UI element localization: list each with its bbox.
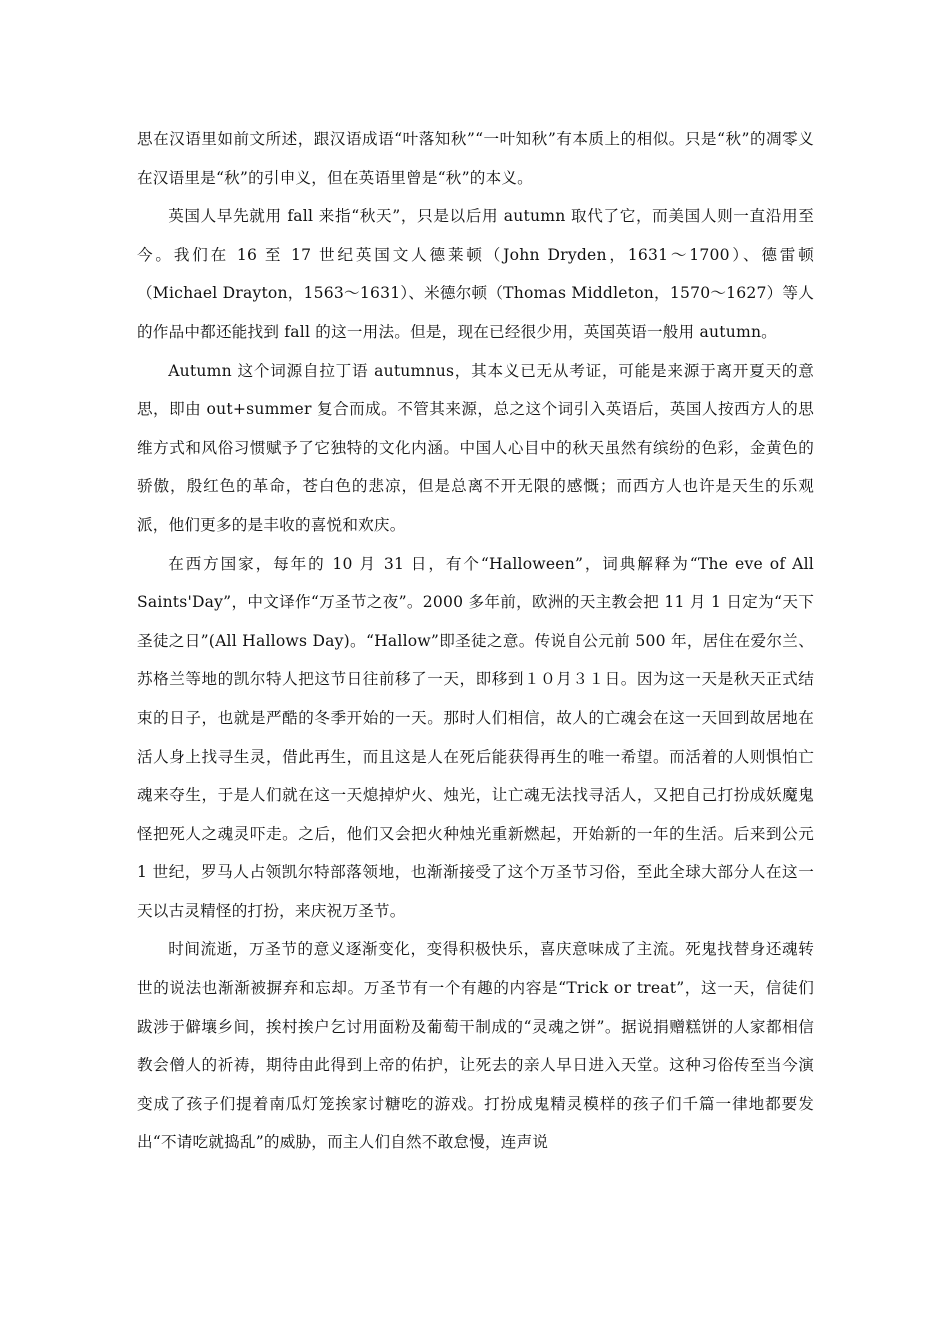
paragraph-3: Autumn 这个词源自拉丁语 autumnus，其本义已无从考证，可能是来源于离开夏天的意思，即由 out+summer 复合而成。不管其来源，总之这个词引入英语后，英国人按西方人的思维方式和风俗习惯赋予了它独特的文化内涵。中国人心目中的秋天虽然有缤纷的色彩，金黄色的骄傲，殷红色的革命，苍白色的悲凉，但是总离不开无限的感慨；而西方人也许是天生的乐观派，他们更多的是丰收的喜悦和欢庆。 xyxy=(137,361,814,534)
paragraph-1: 思在汉语里如前文所述，跟汉语成语“叶落知秋”“一叶知秋”有本质上的相似。只是“秋”的凋零义在汉语里是“秋”的引申义，但在英语里曾是“秋”的本义。 xyxy=(137,130,814,187)
paragraph-5: 时间流逝，万圣节的意义逐渐变化，变得积极快乐，喜庆意味成了主流。死鬼找替身还魂转世的说法也渐渐被摒弃和忘却。万圣节有一个有趣的内容是“Trick or treat”，这一天，信徒们跋涉于僻壤乡间，挨村挨户乞讨用面粉及葡萄干制成的“灵魂之饼”。据说捐赠糕饼的人家都相信教会僧人的祈祷，期待由此得到上帝的佑护，让死去的亲人早日进入天堂。这种习俗传至当今演变成了孩子们提着南瓜灯笼挨家讨糖吃的游戏。打扮成鬼精灵模样的孩子们千篇一律地都要发出“不请吃就捣乱”的威胁，而主人们自然不敢怠慢，连声说 xyxy=(137,940,814,1152)
paragraph-2: 英国人早先就用 fall 来指“秋天”，只是以后用 autumn 取代了它，而美国人则一直沿用至今。我们在 16 至 17 世纪英国文人德莱顿（John Dryden，1631～1700）、德雷顿（Michael Drayton，1563～1631）、米德尔顿（Thomas Middleton，1570～1627）等人的作品中都还能找到 fall 的这一用法。但是，现在已经很少用，英国英语一般用 autumn。 xyxy=(137,207,814,341)
document-body xyxy=(137,120,814,1162)
paragraph-4: 在西方国家，每年的 10 月 31 日，有个“Halloween”，词典解释为“The eve of All Saints'Day”，中文译作“万圣节之夜”。2000 多年前，欧洲的天主教会把 11 月 1 日定为“天下圣徒之日”(All Hallows Day)。“Hallow”即圣徒之意。传说自公元前 500 年，居住在爱尔兰、苏格兰等地的凯尔特人把这节日往前移了一天，即移到１０月３１日。因为这一天是秋天正式结束的日子，也就是严酷的冬季开始的一天。那时人们相信，故人的亡魂会在这一天回到故居地在活人身上找寻生灵，借此再生，而且这是人在死后能获得再生的唯一希望。而活着的人则惧怕亡魂来夺生，于是人们就在这一天熄掉炉火、烛光，让亡魂无法找寻活人，又把自己打扮成妖魔鬼怪把死人之魂灵吓走。之后，他们又会把火种烛光重新燃起，开始新的一年的生活。后来到公元 1 世纪，罗马人占领凯尔特部落领地，也渐渐接受了这个万圣节习俗，至此全球大部分人在这一天以古灵精怪的打扮，来庆祝万圣节。 xyxy=(137,554,814,920)
